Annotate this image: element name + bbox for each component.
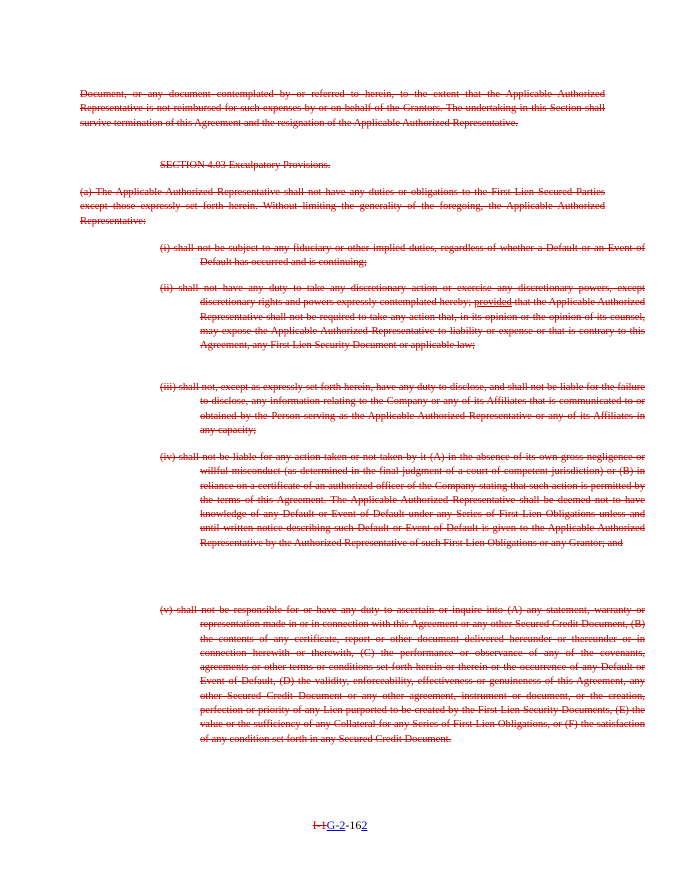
clause-ii xyxy=(160,282,645,353)
clause-ii-part-b: that the Applicable Authorized Representative shall not be required to take any action that, in its opinion or the opinion of its counsel, may expose the Applicable Authorized Representative to liability or expense or that is contrary to this Agreement, any First Lien Security Document or applicable law; xyxy=(200,297,645,352)
clause-v: (v) shall not be responsible for or have any duty to ascertain or inquire into (A) any statement, warranty or representation made in or in connection with this Agreement or any other Secured Credit Document, (B) the contents of any certificate, report or other document delivered hereunder or thereunder or in connection herewith or therewith, (C) the performance or observance of any of the covenants, agreements or other terms or conditions set forth herein or therein or the occurrence of any Default or Event of Default, (D) the validity, enforceability, effectiveness or genuineness of this Agreement, any other Secured Credit Document or any other agreement, instrument or document, or the creation, perfection or priority of any Lien purported to be created by the First Lien Security Documents, (E) the value or the sufficiency of any Collateral for any Series of First Lien Obligations, or (F) the satisfaction of any condition set forth in any Secured Credit Document. xyxy=(160,605,645,745)
intro-paragraph: Document, or any document contemplated by or referred to herein, to the extent that the Applicable Authorized Representative is not reimbursed for such expenses by or on behalf of the Grantors. The undertaking in this Section shall survive termination of this Agreement and the resignation of the Applicable Authorized Representative. xyxy=(80,89,605,129)
clause-ii-provided: provided xyxy=(474,297,512,309)
clause-i: (i) shall not be subject to any fiduciary or other implied duties, regardless of whether a Default or an Event of Default has occurred and is continuing; xyxy=(160,243,645,269)
footer-inserted-text: G-2 xyxy=(326,818,346,832)
page-number-footer xyxy=(0,818,680,832)
section-intro-paragraph: (a) The Applicable Authorized Representative shall not have any duties or obligations to the First Lien Secured Parties except those expressly set forth herein. Without limiting the generality of the foregoing, the Applicable Authorized Representative: xyxy=(80,187,605,227)
section-heading: SECTION 4.03 Exculpatory Provisions. xyxy=(160,160,331,171)
clause-ii-part-a: (ii) shall not have any duty to take any discretionary action or exercise any discretionary powers, except discretionary rights and powers expressly contemplated hereby; xyxy=(160,283,645,309)
footer-page-number: -16 xyxy=(345,818,362,832)
clause-iv: (iv) shall not be liable for any action taken or not taken by it (A) in the absence of its own gross negligence or willful misconduct (as determined in the final judgment of a court of competent jurisdiction) or (B) in reliance on a certificate of an authorized officer of the Company stating that such action is permitted by the terms of this Agreement. The Applicable Authorized Representative shall be deemed not to have knowledge of any Default or Event of Default under any Series of First Lien Obligations unless and until written notice describing such Default or Event of Default is given to the Applicable Authorized Representative by the Authorized Representative of such First Lien Obligations or any Grantor; and xyxy=(160,452,645,549)
clause-iii: (iii) shall not, except as expressly set forth herein, have any duty to disclose, and shall not be liable for the failure to disclose, any information relating to the Company or any of its Affiliates that is communicated to or obtained by the Person serving as the Applicable Authorized Representative or any of its Affiliates in any capacity; xyxy=(160,382,645,436)
footer-inserted-digit: 2 xyxy=(361,818,368,832)
footer-deleted-text: I-1 xyxy=(312,818,327,832)
